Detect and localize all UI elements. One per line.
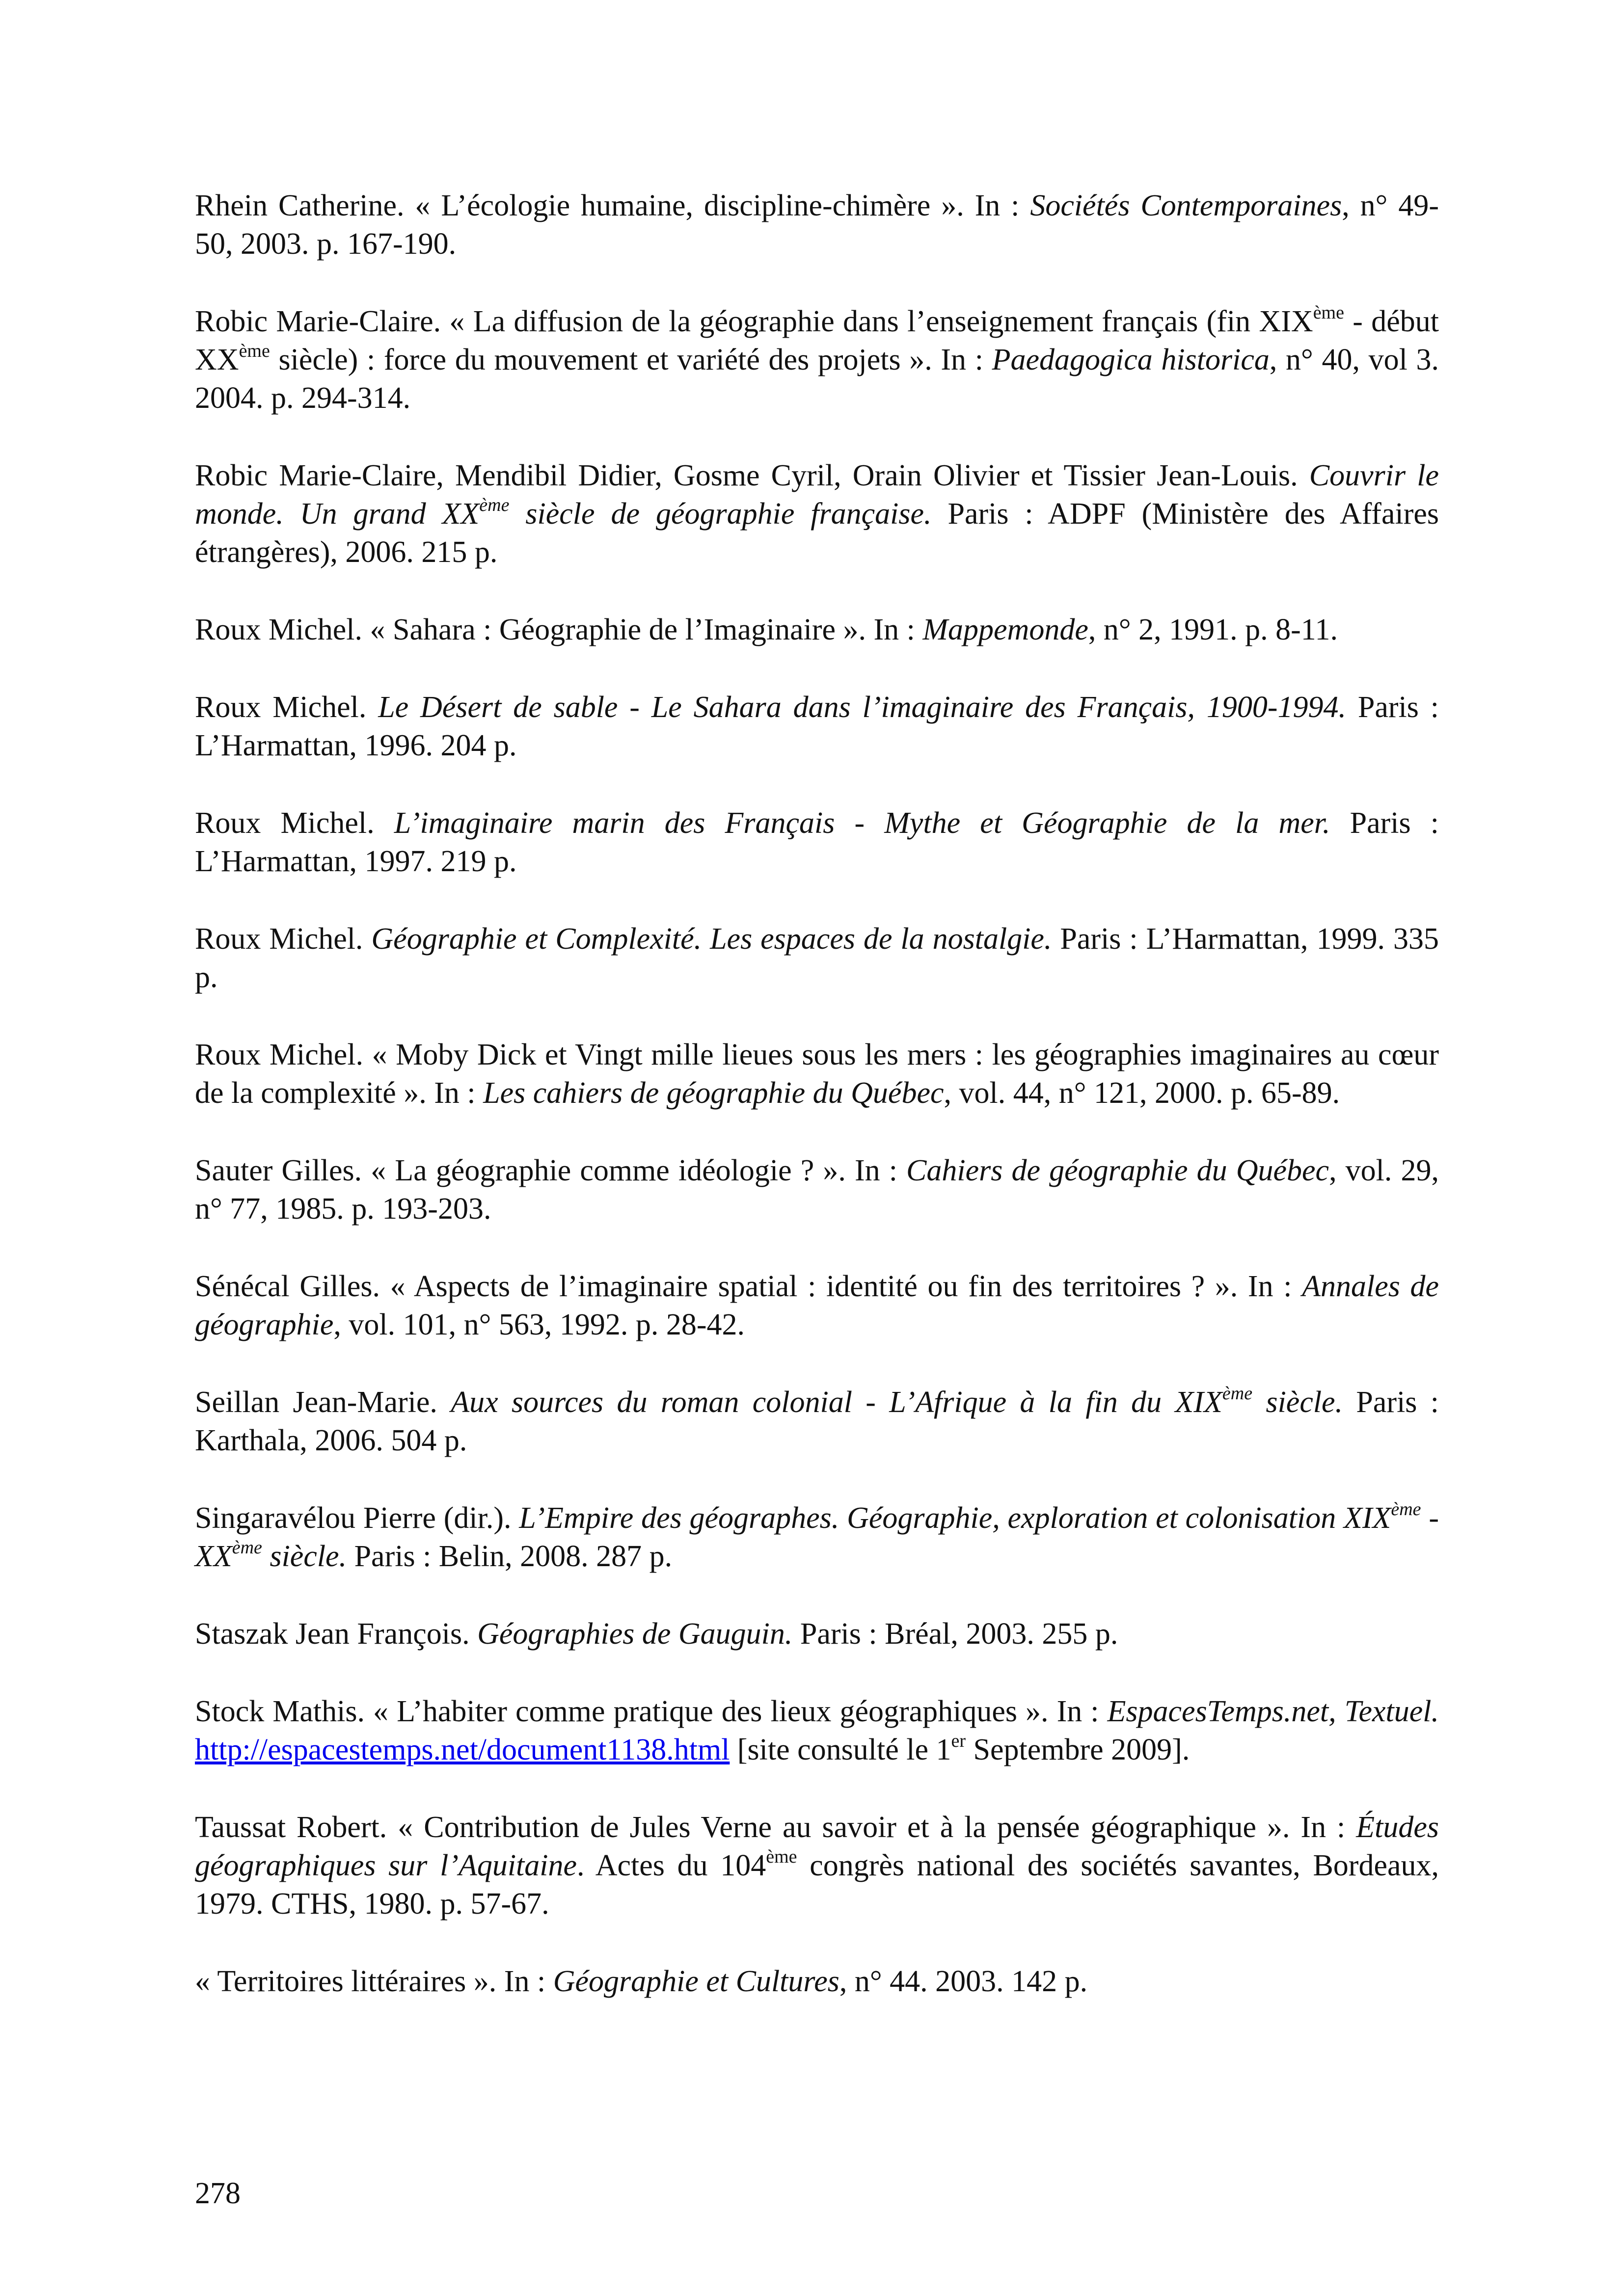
entry-text: Robic Marie-Claire, Mendibil Didier, Gosme Cyril, Orain Olivier et Tissier Jean-Louis. (195, 459, 1309, 492)
entry-text: siècle) : force du mouvement et variété des projets ». In : (270, 343, 992, 376)
italic-title: - XX (195, 1501, 1439, 1573)
bibliography-entry-roux-2 (195, 688, 1439, 765)
bibliography-entry-stock (195, 1692, 1439, 1769)
italic-title: L’Empire des géographes. Géographie, exploration et colonisation XIX (519, 1501, 1391, 1535)
bibliography-entry-singaravelou (195, 1499, 1439, 1575)
entry-text: Robic Marie-Claire. « La diffusion de la géographie dans l’enseignement français (fin XIX (195, 305, 1313, 338)
italic-title: Couvrir le monde. Un grand XX (195, 459, 1439, 531)
italic-title: Paedagogica historica (992, 343, 1270, 376)
bibliography-entry-roux-5 (195, 1036, 1439, 1112)
superscript: ème (1313, 302, 1344, 323)
bibliography-entry-senecal (195, 1267, 1439, 1344)
superscript: ème (239, 341, 270, 361)
entry-text: Roux Michel. « Moby Dick et Vingt mille lieues sous les mers : les géographies imaginaires au cœur de la complexité ». In : (195, 1038, 1439, 1110)
bibliography-entry-roux-1 (195, 611, 1439, 649)
bibliography-entry-roux-3 (195, 804, 1439, 881)
entry-text: Paris : Karthala, 2006. 504 p. (195, 1386, 1439, 1457)
italic-title: Sociétés Contemporaines (1030, 189, 1342, 222)
bibliography-entry-robic-2 (195, 456, 1439, 571)
italic-title: Annales de géographie (195, 1270, 1439, 1341)
entry-text: Seillan Jean-Marie. (195, 1386, 451, 1419)
superscript: ème (1391, 1499, 1421, 1520)
page-number: 278 (195, 2177, 241, 2210)
italic-title: siècle. (1252, 1386, 1343, 1419)
entry-text: - début XX (195, 305, 1439, 376)
bibliography-entry-territoires (195, 1962, 1439, 2001)
entry-text: Rhein Catherine. « L’écologie humaine, discipline-chimère ». In : (195, 189, 1030, 222)
superscript: ème (1222, 1383, 1253, 1404)
bibliography-entry-taussat (195, 1808, 1439, 1923)
entry-text: , n° 44. 2003. 142 p. (839, 1965, 1088, 1998)
entry-text: , n° 2, 1991. p. 8-11. (1088, 613, 1338, 646)
entry-text: Sénécal Gilles. « Aspects de l’imaginaire spatial : identité ou fin des territoires ? ». In : (195, 1270, 1302, 1303)
entry-text: congrès national des sociétés savantes, Bordeaux, 1979. CTHS, 1980. p. 57-67. (195, 1849, 1439, 1921)
italic-title: Le Désert de sable - Le Sahara dans l’imaginaire des Français, 1900-1994. (378, 691, 1347, 724)
bibliography-list (195, 187, 1439, 2040)
entry-text: , n° 40, vol 3. 2004. p. 294-314. (195, 343, 1439, 415)
italic-title: Géographies de Gauguin. (477, 1617, 793, 1651)
entry-text: Paris : Belin, 2008. 287 p. (347, 1540, 673, 1573)
italic-title: Géographie et Cultures (553, 1965, 839, 1998)
entry-text: Roux Michel. (195, 691, 379, 724)
superscript: ème (766, 1846, 797, 1867)
entry-text: Staszak Jean François. (195, 1617, 478, 1651)
entry-text: [site consulté le 1 (730, 1733, 951, 1766)
superscript: ème (232, 1537, 262, 1558)
italic-title: Mappemonde (922, 613, 1088, 646)
entry-link[interactable]: http://espacestemps.net/document1138.html (195, 1733, 730, 1766)
bibliography-entry-seillan (195, 1383, 1439, 1460)
entry-text: Taussat Robert. « Contribution de Jules Verne au savoir et à la pensée géographique ». In : (195, 1811, 1356, 1844)
bibliography-entry-sauter (195, 1151, 1439, 1228)
entry-text: Paris : Bréal, 2003. 255 p. (792, 1617, 1118, 1651)
entry-text: . Actes du 104 (577, 1849, 766, 1882)
italic-title: Géographie et Complexité. Les espaces de la nostalgie. (371, 922, 1052, 956)
bibliography-entry-staszak (195, 1615, 1439, 1653)
entry-text: , n° 49-50, 2003. p. 167-190. (195, 189, 1439, 261)
entry-text: Roux Michel. (195, 806, 394, 840)
entry-text: Singaravélou Pierre (dir.). (195, 1501, 519, 1535)
entry-text: Paris : ADPF (Ministère des Affaires étrangères), 2006. 215 p. (195, 497, 1439, 569)
bibliography-entry-roux-4 (195, 920, 1439, 996)
entry-text: Stock Mathis. « L’habiter comme pratique des lieux géographiques ». In : (195, 1695, 1108, 1728)
entry-text: Roux Michel. « Sahara : Géographie de l’Imaginaire ». In : (195, 613, 923, 646)
entry-text: Paris : L’Harmattan, 1999. 335 p. (195, 922, 1439, 994)
italic-title: EspacesTemps.net, Textuel. (1107, 1695, 1439, 1728)
italic-title: Aux sources du roman colonial - L’Afrique à la fin du XIX (451, 1386, 1222, 1419)
entry-text: « Territoires littéraires ». In : (195, 1965, 553, 1998)
entry-text: Roux Michel. (195, 922, 372, 956)
entry-text: Sauter Gilles. « La géographie comme idéologie ? ». In : (195, 1154, 907, 1187)
entry-text: Paris : L’Harmattan, 1996. 204 p. (195, 691, 1439, 762)
superscript: er (951, 1731, 966, 1751)
italic-title: Les cahiers de géographie du Québec (483, 1076, 944, 1110)
italic-title: Cahiers de géographie du Québec (906, 1154, 1329, 1187)
entry-text: , vol. 44, n° 121, 2000. p. 65-89. (944, 1076, 1340, 1110)
italic-title: L’imaginaire marin des Français - Mythe et Géographie de la mer. (394, 806, 1330, 840)
entry-text: Septembre 2009]. (966, 1733, 1190, 1766)
entry-text: Paris : L’Harmattan, 1997. 219 p. (195, 806, 1439, 878)
bibliography-entry-rhein (195, 187, 1439, 263)
entry-text: , vol. 101, n° 563, 1992. p. 28-42. (333, 1308, 745, 1341)
italic-title: Études géographiques sur l’Aquitaine (195, 1811, 1439, 1882)
entry-text: , vol. 29, n° 77, 1985. p. 193-203. (195, 1154, 1439, 1226)
italic-title: siècle. (262, 1540, 347, 1573)
superscript: ème (479, 495, 510, 515)
bibliography-entry-robic-1 (195, 302, 1439, 417)
italic-title: siècle de géographie française. (509, 497, 932, 531)
